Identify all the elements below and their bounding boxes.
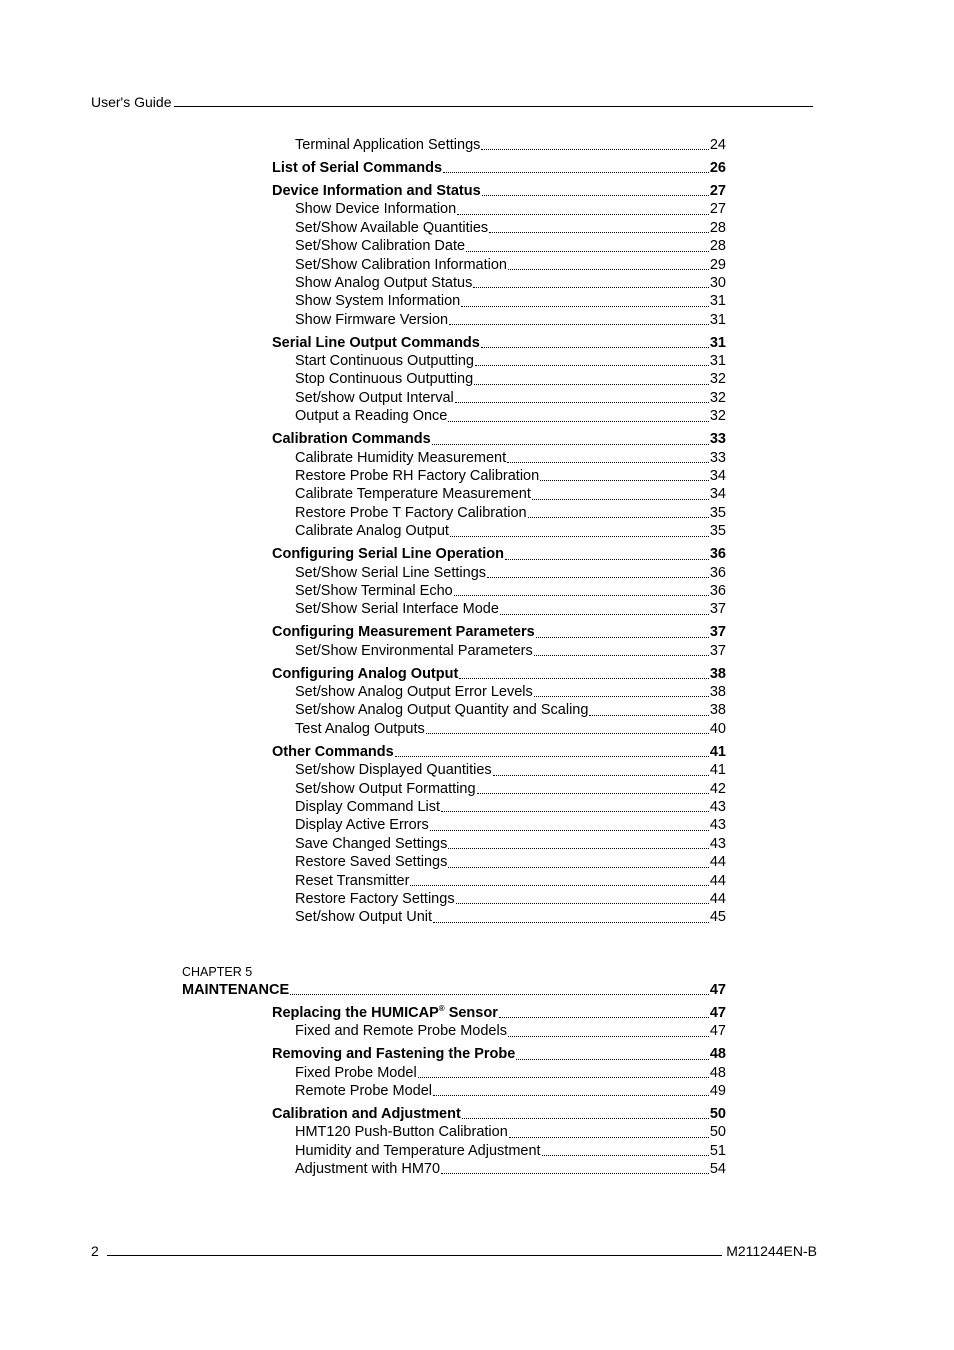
toc-entry-title-text: Remote Probe Model: [295, 1082, 433, 1099]
toc-entry-title-text: Set/Show Terminal Echo: [295, 582, 453, 599]
toc-entry-page: 50: [709, 1124, 726, 1141]
toc-entry-title: [295, 872, 409, 890]
chapter-label: CHAPTER 5: [182, 964, 253, 979]
toc-subsection-entry[interactable]: [295, 311, 726, 329]
registered-mark: ®: [438, 1003, 445, 1013]
toc-entry-title: [295, 237, 465, 255]
toc-entry-page: 37: [709, 601, 726, 618]
toc-entry-title: [295, 370, 473, 388]
toc-entry-title-text: HMT120 Push-Button Calibration: [295, 1124, 508, 1141]
toc-subsection-entry[interactable]: [295, 256, 726, 274]
toc-leader-dots: [505, 558, 709, 560]
toc-leader-dots: [448, 866, 709, 868]
toc-subsection-entry[interactable]: [295, 1064, 726, 1082]
toc-entry-title: [272, 430, 431, 448]
toc-entry-page: 42: [709, 780, 726, 797]
toc-entry-title: [295, 853, 447, 871]
toc-entry-page: 31: [709, 311, 726, 328]
toc-entry-page: 54: [709, 1161, 726, 1178]
toc-entry-title-text: Start Continuous Outputting: [295, 353, 474, 370]
toc-entry-title: [295, 522, 449, 540]
toc-subsection-entry[interactable]: [295, 720, 726, 738]
toc-entry-title-text: Set/Show Available Quantities: [295, 219, 489, 236]
toc-subsection-entry[interactable]: [295, 237, 726, 255]
toc-leader-dots: [461, 305, 709, 307]
header-title: User's Guide: [91, 94, 172, 110]
toc-subsection-entry[interactable]: [295, 761, 726, 779]
toc-entry-title-text: Calibrate Analog Output: [295, 523, 449, 540]
toc-subsection-entry[interactable]: [295, 701, 726, 719]
toc-entry-page: 34: [709, 486, 726, 503]
toc-leader-dots: [474, 383, 709, 385]
footer-page-number: 2: [91, 1243, 99, 1259]
toc-subsection-entry[interactable]: [295, 274, 726, 292]
toc-entry-title: [295, 1160, 440, 1178]
toc-entry-title: [272, 159, 442, 177]
toc-entry-title: [295, 1082, 432, 1100]
toc-entry-title: [295, 256, 507, 274]
toc-entry-title-text: Set/show Output Interval: [295, 389, 454, 406]
toc-entry-page: 36: [709, 564, 726, 581]
toc-entry-title: [295, 816, 429, 834]
toc-section-entry[interactable]: [272, 430, 726, 448]
toc-entry-title-text: List of Serial Commands: [272, 159, 443, 176]
toc-leader-dots: [466, 250, 709, 252]
toc-entry-page: 36: [709, 546, 726, 563]
toc-entry-title-text: Show Device Information: [295, 201, 457, 218]
toc-subsection-entry[interactable]: [295, 449, 726, 467]
toc-subsection-entry[interactable]: [295, 504, 726, 522]
toc-entry-title: [295, 780, 476, 798]
toc-leader-dots: [540, 479, 709, 481]
toc-entry-title-text: Fixed and Remote Probe Models: [295, 1023, 507, 1040]
toc-entry-page: 38: [709, 684, 726, 701]
toc-entry-title-text: Display Command List: [295, 799, 441, 816]
toc-leader-dots: [481, 148, 708, 150]
toc-section-entry[interactable]: [272, 665, 726, 683]
toc-leader-dots: [481, 346, 709, 348]
toc-entry-title: [295, 219, 488, 237]
toc-subsection-entry[interactable]: [295, 219, 726, 237]
toc-entry-page: 27: [709, 201, 726, 218]
toc-entry-page: 47: [709, 981, 726, 998]
toc-entry-page: 49: [709, 1082, 726, 1099]
toc-leader-dots: [426, 732, 709, 734]
toc-entry-title-text: Humidity and Temperature Adjustment: [295, 1142, 541, 1159]
toc-leader-dots: [450, 535, 709, 537]
toc-entry-title: [295, 564, 486, 582]
toc-entry-title-text: Device Information and Status: [272, 182, 481, 199]
toc-subsection-entry[interactable]: [295, 1142, 726, 1160]
toc-subsection-entry[interactable]: [295, 872, 726, 890]
toc-entry-page: 30: [709, 274, 726, 291]
toc-leader-dots: [589, 714, 708, 716]
toc-entry-title-text: Test Analog Outputs: [295, 720, 425, 737]
toc-entry-title: [295, 467, 539, 485]
toc-entry-title: [295, 890, 455, 908]
toc-entry-page: 47: [709, 1023, 726, 1040]
toc-chapter-entry[interactable]: [182, 981, 726, 999]
toc-entry-title-text: Show Analog Output Status: [295, 274, 473, 291]
toc-subsection-entry[interactable]: [295, 522, 726, 540]
toc-entry-title-text: Set/Show Serial Line Settings: [295, 564, 487, 581]
toc-leader-dots: [499, 1016, 709, 1018]
toc-entry-title: [295, 1022, 507, 1040]
toc-entry-title: [272, 1004, 498, 1022]
toc-leader-dots: [542, 1154, 709, 1156]
toc-leader-dots: [457, 213, 709, 215]
toc-entry-title-text: Restore Probe RH Factory Calibration: [295, 468, 540, 485]
toc-entry-title: [272, 182, 481, 200]
toc-subsection-entry[interactable]: [295, 292, 726, 310]
header-rule: [174, 105, 813, 107]
toc-leader-dots: [449, 323, 709, 325]
toc-leader-dots: [455, 401, 709, 403]
toc-leader-dots: [475, 364, 709, 366]
toc-subsection-entry[interactable]: [295, 853, 726, 871]
toc-entry-title-text: Restore Factory Settings: [295, 890, 455, 907]
toc-entry-page: 35: [709, 504, 726, 521]
toc-entry-page: 31: [709, 353, 726, 370]
toc-subsection-entry[interactable]: [295, 389, 726, 407]
toc-entry-page: 44: [709, 890, 726, 907]
toc-entry-title: [295, 1064, 417, 1082]
toc-leader-dots: [534, 654, 709, 656]
toc-entry-title: [295, 449, 506, 467]
toc-entry-page: 44: [709, 854, 726, 871]
toc-subsection-entry[interactable]: [295, 642, 726, 660]
toc-subsection-entry[interactable]: [295, 1160, 726, 1178]
toc-entry-title: [295, 701, 588, 719]
toc-entry-title: [295, 504, 527, 522]
toc-leader-dots: [459, 677, 709, 679]
toc-entry-title-text: Stop Continuous Outputting: [295, 371, 474, 388]
toc-entry-page: 31: [709, 293, 726, 310]
toc-subsection-entry[interactable]: [295, 582, 726, 600]
toc-leader-dots: [448, 847, 709, 849]
footer-rule: [107, 1254, 722, 1256]
toc-entry-page: 38: [709, 702, 726, 719]
toc-entry-page: 29: [709, 256, 726, 273]
toc-entry-title: [295, 274, 472, 292]
toc-subsection-entry[interactable]: [295, 136, 726, 154]
toc-entry-title-text: Fixed Probe Model: [295, 1064, 417, 1081]
toc-subsection-entry[interactable]: [295, 890, 726, 908]
toc-leader-dots: [430, 829, 709, 831]
toc-entry-title: MAINTENANCE: [182, 981, 290, 998]
toc-section-entry[interactable]: [272, 1105, 726, 1123]
toc-entry-title-text: Reset Transmitter: [295, 872, 410, 889]
toc-entry-title: [272, 1105, 461, 1123]
page-header: [91, 90, 813, 110]
toc-leader-dots: [493, 774, 709, 776]
page-footer: [91, 1239, 817, 1259]
toc-subsection-entry[interactable]: [295, 352, 726, 370]
toc-entry-page: 37: [709, 642, 726, 659]
toc-subsection-entry[interactable]: [295, 200, 726, 218]
toc-entry-title-text: Restore Saved Settings: [295, 854, 448, 871]
toc-leader-dots: [508, 268, 709, 270]
toc-subsection-entry[interactable]: [295, 835, 726, 853]
toc-entry-title: [272, 665, 458, 683]
toc-leader-dots: [462, 1117, 709, 1119]
toc-subsection-entry[interactable]: [295, 1022, 726, 1040]
toc-entry-page: 24: [709, 137, 726, 153]
toc-entry-title-text: Set/Show Calibration Date: [295, 238, 466, 255]
toc-subsection-entry[interactable]: [295, 407, 726, 425]
toc-leader-dots: [433, 921, 709, 923]
toc-entry-title-text: Output a Reading Once: [295, 408, 448, 425]
toc-entry-title-text: Set/show Analog Output Quantity and Scaling: [295, 702, 589, 719]
toc-leader-dots: [448, 420, 709, 422]
toc-entry-page: 33: [709, 449, 726, 466]
toc-leader-dots: [489, 231, 709, 233]
toc-entry-title-text: Set/show Analog Output Error Levels: [295, 684, 533, 701]
toc-entry-page: 50: [709, 1105, 726, 1122]
toc-subsection-entry[interactable]: [295, 683, 726, 701]
toc-entry-title-text: Configuring Measurement Parameters: [272, 624, 535, 641]
toc-entry-title-text: Configuring Analog Output: [272, 665, 459, 682]
toc-leader-dots: [482, 194, 709, 196]
footer-doc-code: M211244EN-B: [726, 1243, 817, 1259]
toc-leader-dots: [395, 755, 709, 757]
toc-entry-page: 40: [709, 720, 726, 737]
toc-subsection-entry[interactable]: [295, 467, 726, 485]
toc-subsection-entry[interactable]: [295, 600, 726, 618]
toc-section-entry[interactable]: [272, 623, 726, 641]
toc-entry-page: 28: [709, 219, 726, 236]
toc-entry-page: 43: [709, 817, 726, 834]
toc-entry-title-text: Calibration and Adjustment: [272, 1105, 461, 1122]
toc-entry-title-text: Set/Show Environmental Parameters: [295, 642, 533, 659]
toc-entry-title: [295, 683, 533, 701]
toc-entry-page: 37: [709, 624, 726, 641]
toc-subsection-entry[interactable]: [295, 485, 726, 503]
toc-subsection-entry[interactable]: [295, 816, 726, 834]
toc-entry-title-text: Set/show Output Unit: [295, 909, 433, 926]
toc-entry-page: 43: [709, 835, 726, 852]
toc-leader-dots: [432, 443, 709, 445]
toc-entry-title: [295, 136, 480, 154]
toc-entry-title-text: Restore Probe T Factory Calibration: [295, 504, 527, 521]
toc-leader-dots: [477, 792, 709, 794]
toc-entry-title: [295, 292, 460, 310]
toc-section-entry[interactable]: [272, 159, 726, 177]
toc-entry-page: 34: [709, 468, 726, 485]
toc-entry-title-text: Calibrate Humidity Measurement: [295, 449, 507, 466]
toc-entry-title-text: Terminal Application Settings: [295, 137, 481, 153]
toc-entry-title-text: Replacing the HUMICAP: [272, 1004, 439, 1021]
toc-leader-dots: [532, 498, 709, 500]
toc-entry-title-text: Set/Show Calibration Information: [295, 256, 507, 273]
toc-leader-dots: [441, 1172, 709, 1174]
toc-entry-title: [272, 1045, 515, 1063]
toc-entry-page: 32: [709, 389, 726, 406]
toc-leader-dots: [441, 810, 709, 812]
toc-leader-dots: [418, 1076, 709, 1078]
toc-entry-title: [295, 1123, 508, 1141]
toc-leader-dots: [487, 576, 709, 578]
toc-subsection-entry[interactable]: [295, 908, 726, 926]
toc-entry-title: [295, 311, 448, 329]
toc-section-entry[interactable]: [272, 1004, 726, 1022]
toc-entry-page: 27: [709, 182, 726, 199]
toc-entry-title: [295, 600, 499, 618]
toc-entry-title: [295, 389, 454, 407]
toc-entry-title: [295, 798, 440, 816]
toc-leader-dots: [473, 286, 709, 288]
toc-entry-page: 41: [709, 743, 726, 760]
toc-entry-title-text: Configuring Serial Line Operation: [272, 546, 505, 563]
toc-entry-title-text: Set/show Displayed Quantities: [295, 762, 492, 779]
toc-entry-page: 35: [709, 523, 726, 540]
toc-entry-title: [295, 200, 456, 218]
toc-leader-dots: [456, 902, 709, 904]
toc-entry-page: 51: [709, 1142, 726, 1159]
toc-leader-dots: [500, 613, 709, 615]
toc-subsection-entry[interactable]: [295, 370, 726, 388]
toc-entry-title: [295, 407, 447, 425]
toc-entry-title: [272, 623, 535, 641]
toc-entry-page: 38: [709, 665, 726, 682]
toc-entry-title: [295, 720, 425, 738]
toc-entry-page: 44: [709, 872, 726, 889]
toc-entry-title-suffix: Sensor: [444, 1004, 498, 1021]
toc-section-entry[interactable]: [272, 545, 726, 563]
toc-entry-title-text: Serial Line Output Commands: [272, 334, 480, 351]
toc-section-entry[interactable]: [272, 334, 726, 352]
toc-leader-dots: [516, 1058, 709, 1060]
toc-entry-title: [272, 743, 394, 761]
toc-subsection-entry[interactable]: [295, 798, 726, 816]
toc-entry-title-text: Set/show Output Formatting: [295, 780, 476, 797]
toc-section-commands: [0, 136, 954, 927]
toc-section-entry[interactable]: [272, 1045, 726, 1063]
toc-entry-title: [272, 545, 504, 563]
toc-entry-page: 26: [709, 159, 726, 176]
toc-entry-page: 33: [709, 431, 726, 448]
toc-subsection-entry[interactable]: [295, 780, 726, 798]
toc-entry-title-text: Display Active Errors: [295, 817, 429, 834]
toc-leader-dots: [534, 695, 709, 697]
toc-section-maintenance: [0, 1004, 954, 1179]
toc-entry-title-text: Calibration Commands: [272, 431, 431, 448]
toc-entry-title-text: Show Firmware Version: [295, 311, 449, 328]
toc-entry-page: 41: [709, 762, 726, 779]
toc-subsection-entry[interactable]: [295, 1082, 726, 1100]
toc-entry-page: 45: [709, 909, 726, 926]
toc-entry-page: 32: [709, 371, 726, 388]
toc-entry-title: [295, 485, 531, 503]
toc-subsection-entry[interactable]: [295, 1123, 726, 1141]
toc-entry-page: 48: [709, 1046, 726, 1063]
toc-entry-title: [295, 835, 447, 853]
toc-entry-title-text: Save Changed Settings: [295, 835, 448, 852]
toc-entry-title-text: Calibrate Temperature Measurement: [295, 486, 531, 503]
toc-entry-page: 48: [709, 1064, 726, 1081]
toc-entry-title: [272, 334, 480, 352]
toc-leader-dots: [433, 1094, 709, 1096]
toc-entry-title-text: Removing and Fastening the Probe: [272, 1046, 516, 1063]
toc-leader-dots: [410, 884, 708, 886]
toc-leader-dots: [536, 636, 709, 638]
toc-leader-dots: [509, 1136, 709, 1138]
toc-section-entry[interactable]: [272, 182, 726, 200]
table-of-contents: [0, 136, 954, 1178]
toc-entry-page: 36: [709, 582, 726, 599]
toc-entry-page: 32: [709, 408, 726, 425]
toc-leader-dots: [507, 461, 709, 463]
toc-entry-page: 28: [709, 238, 726, 255]
toc-entry-title: [295, 642, 533, 660]
toc-entry-title: [295, 908, 432, 926]
toc-entry-title-text: Show System Information: [295, 293, 461, 310]
toc-leader-dots: [443, 171, 709, 173]
toc-entry-title-text: Other Commands: [272, 743, 394, 760]
toc-entry-title: [295, 582, 453, 600]
toc-entry-title: [295, 1142, 541, 1160]
toc-section-entry[interactable]: [272, 743, 726, 761]
toc-subsection-entry[interactable]: [295, 564, 726, 582]
toc-entry-title-text: Adjustment with HM70: [295, 1161, 441, 1178]
toc-entry-page: 47: [709, 1004, 726, 1021]
toc-entry-title-text: Set/Show Serial Interface Mode: [295, 601, 499, 618]
toc-entry-page: 31: [709, 334, 726, 351]
toc-leader-dots: [508, 1035, 709, 1037]
toc-leader-dots: [454, 594, 709, 596]
toc-entry-title: [295, 761, 492, 779]
toc-leader-dots: [528, 516, 709, 518]
toc-leader-dots: [290, 993, 709, 995]
toc-entry-title: [295, 352, 474, 370]
toc-entry-page: 43: [709, 799, 726, 816]
